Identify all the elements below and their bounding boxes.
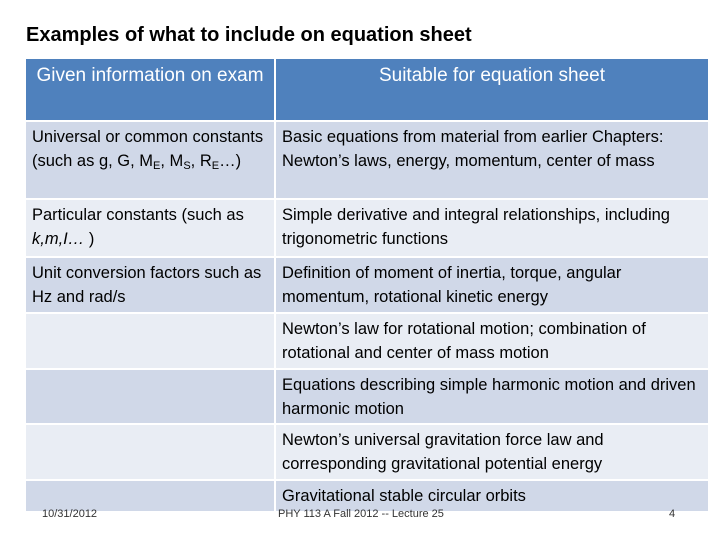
given-cell: Unit conversion factors such as Hz and rad/s — [26, 258, 274, 312]
given-cell — [26, 122, 274, 198]
given-cell — [26, 481, 274, 511]
given-text: ) — [88, 230, 95, 248]
table-row — [26, 370, 708, 423]
suitable-cell: Basic equations from material from earlier Chapters: Newton’s laws, energy, momentum, center of mass — [276, 122, 708, 198]
footer-date: 10/31/2012 — [42, 508, 98, 520]
table-row — [26, 314, 708, 368]
given-text: Particular constants (such as — [32, 206, 244, 224]
subscript: S — [183, 160, 191, 172]
given-text: Universal or common constants (such as g, G, M — [32, 128, 264, 170]
given-text: , R — [190, 152, 212, 170]
header-suitable-for-sheet: Suitable for equation sheet — [276, 59, 708, 120]
suitable-cell: Gravitational stable circular orbits — [276, 481, 708, 511]
suitable-cell: Equations describing simple harmonic motion and driven harmonic motion — [276, 370, 708, 423]
table-row — [26, 200, 708, 256]
suitable-cell: Simple derivative and integral relationships, including trigonometric functions — [276, 200, 708, 256]
given-italic-text: k,m,I… — [32, 230, 89, 248]
table-row — [26, 425, 708, 479]
suitable-cell: Definition of moment of inertia, torque, angular momentum, rotational kinetic energy — [276, 258, 708, 312]
footer-page-number: 4 — [669, 508, 676, 520]
suitable-cell: Newton’s law for rotational motion; combination of rotational and center of mass motion — [276, 314, 708, 368]
given-text: …) — [219, 152, 242, 170]
suitable-cell: Newton’s universal gravitation force law and corresponding gravitational potential energy — [276, 425, 708, 479]
given-cell — [26, 314, 274, 368]
equation-sheet-table — [24, 57, 710, 513]
table-row — [26, 258, 708, 312]
table-row — [26, 122, 708, 198]
table-row — [26, 481, 708, 511]
slide-title: Examples of what to include on equation sheet — [26, 24, 472, 46]
given-cell — [26, 425, 274, 479]
subscript: E — [153, 160, 161, 172]
header-given-information: Given information on exam — [26, 59, 274, 120]
given-text: , M — [160, 152, 184, 170]
given-cell — [26, 200, 274, 256]
table-header-row — [26, 59, 708, 120]
subscript: E — [211, 160, 220, 172]
footer-lecture-label: PHY 113 A Fall 2012 -- Lecture 25 — [278, 508, 444, 520]
given-cell — [26, 370, 274, 423]
